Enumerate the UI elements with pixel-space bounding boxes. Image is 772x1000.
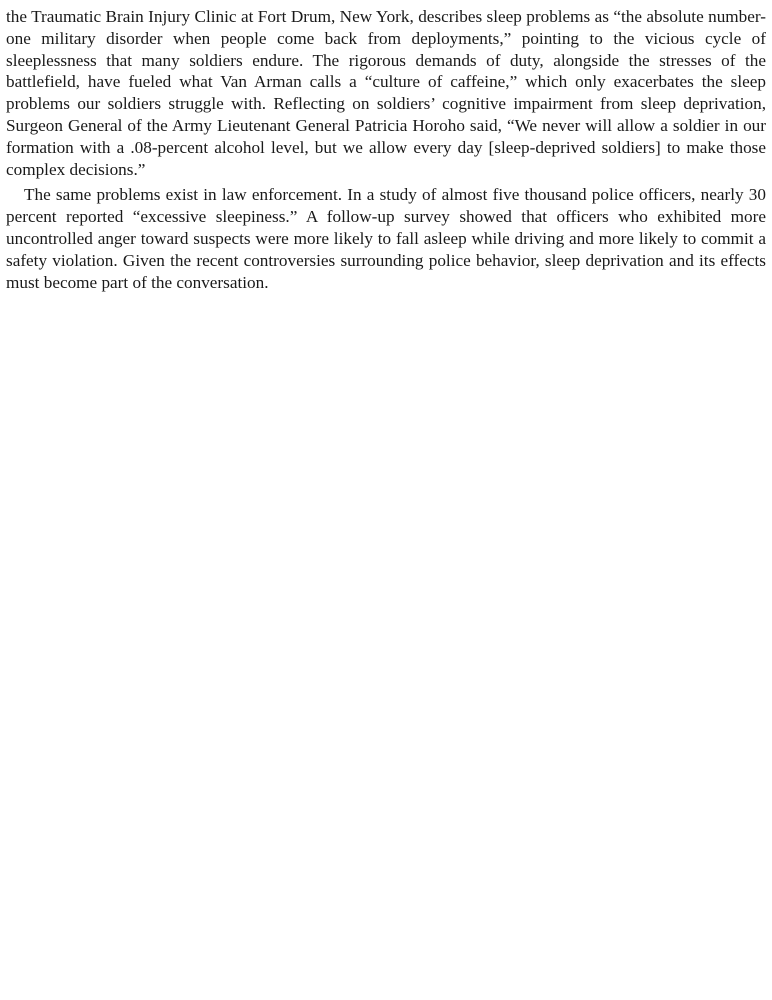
paragraph-law-enforcement: The same problems exist in law enforcement. In a study of almost five thousand police officers, nearly 30 percent reported “excessive sleepiness.” A follow-up survey showed that officers who exhibited more uncontrolled anger toward suspects were more likely to fall asleep while driving and more likely to commit a safety violation. Given the recent controversies surrounding police behavior, sleep deprivation and its effects must become part of the conversation. (6, 185, 766, 292)
paragraph-military-sleep: the Traumatic Brain Injury Clinic at Fort Drum, New York, describes sleep problems as “the absolute number-one military disorder when people come back from deployments,” pointing to the vicious cycle of sleeplessness that many soldiers endure. The rigorous demands of duty, alongside the stresses of the battlefield, have fueled what Van Arman calls a “culture of caffeine,” which only exacerbates the sleep problems our soldiers struggle with. Reflecting on soldiers’ cognitive impairment from sleep deprivation, Surgeon General of the Army Lieutenant General Patricia Horoho said, “We never will allow a soldier in our formation with a .08-percent alcohol level, but we allow every day [sleep-deprived soldiers] to make those complex decisions.” (6, 7, 766, 179)
body-text (6, 6, 766, 293)
